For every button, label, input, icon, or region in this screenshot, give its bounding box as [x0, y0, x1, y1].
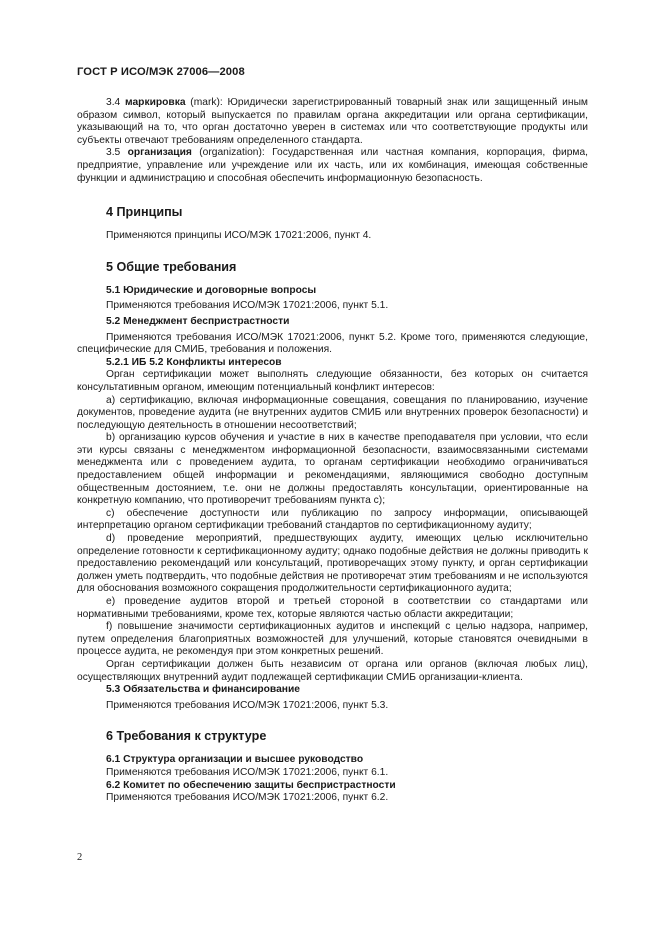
subsection-heading-6-2: 6.2 Комитет по обеспечению защиты беспристрастности — [106, 779, 396, 791]
list-item-f: f) повышение значимости сертификационных аудитов и инспекций с целью надзора, например, путем определения благоприятных возможностей для улучшений, которые становятся очевидными в процессе аудита, не рекомендуя при этом конкретных решений. — [77, 621, 588, 658]
definition-3-5 — [77, 147, 588, 185]
document-header: ГОСТ Р ИСО/МЭК 27006—2008 — [77, 66, 245, 78]
list-item-b: b) организацию курсов обучения и участие в них в качестве преподавателя при условии, что если эти курсы связаны с менеджментом информационной безопасности, взаимосвязанными системами менеджмента или с проведением аудита, то органам сертификации необходимо ограничиваться предоставлением общей информации и рекомендациями, являющимися свободно доступным общественным достоянием, т.е. они не должны предоставлять консультации, ориентированные на конкретную компанию, что противоречит требованиям пункта с); — [77, 432, 588, 507]
subsection-6-2-text: Применяются требования ИСО/МЭК 17021:2006, пункт 6.2. — [106, 792, 389, 804]
section-4-text: Применяются принципы ИСО/МЭК 17021:2006, пункт 4. — [106, 230, 372, 242]
list-item-c: c) обеспечение доступности или публикацию по запросу информации, описывающей интерпретацию органом сертификации требований стандартов по сертификационному аудиту; — [77, 507, 588, 532]
list-item-a: a) сертификацию, включая информационные совещания, совещания по планированию, изучение документов, проведение аудита (не внутренних аудитов СМИБ или внутренних проверок безопасности) и последующую деятельность в отношении несоответствий; — [77, 394, 588, 431]
clause-number: 3.5 — [106, 147, 121, 159]
list-item-e: e) проведение аудитов второй и третьей стороной в соответствии со стандартами или нормативными требованиями, кроме тех, которые являются частью области аккредитации; — [77, 596, 588, 620]
subsection-heading-5-1: 5.1 Юридические и договорные вопросы — [106, 284, 317, 296]
subsection-heading-6-1: 6.1 Структура организации и высшее руководство — [106, 754, 364, 766]
section-heading-4: 4 Принципы — [106, 205, 183, 220]
definition-text: (mark): Юридически зарегистрированный товарный знак или защищенный иным образом символ, который выпускается по правилам органа аккредитации или органа сертификации, указывающий на то, что орган достаточно уверен в системах или что соответствующие продукты или субъекты отвечают требованиям определенного стандарта. — [77, 97, 588, 146]
list-item-d: d) проведение мероприятий, предшествующих аудиту, имеющих целью исключительно определение готовности к сертификационному аудиту; однако подобные действия не должны приводить к предоставлению рекомендаций или консультаций, противоречащих этому пункту, и орган сертификации должен уметь подтвердить, что подобные действия не противоречат этим требованиям и не используются для обоснования возможного сокращения продолжительности сертификационного аудита; — [77, 533, 588, 595]
subsection-6-1-text: Применяются требования ИСО/МЭК 17021:2006, пункт 6.1. — [106, 766, 389, 778]
term: организация — [127, 147, 192, 159]
section-heading-5: 5 Общие требования — [106, 259, 237, 274]
page-number: 2 — [77, 852, 83, 863]
subsection-5-1-text: Применяются требования ИСО/МЭК 17021:2006, пункт 5.1. — [106, 300, 389, 312]
subsection-heading-5-3: 5.3 Обязательства и финансирование — [106, 684, 300, 696]
subsection-heading-5-2: 5.2 Менеджмент беспристрастности — [106, 315, 290, 327]
definition-text: (organization): Государственная или частная компания, корпорация, фирма, предприятие, управление или учреждение или их часть, или их комбинация, имеющая собственные функции и администрацию и способная обеспечить информационную безопасность. — [77, 147, 589, 184]
subsection-5-2-text: Применяются требования ИСО/МЭК 17021:2006, пункт 5.2. Кроме того, применяются следующие, специфические для СМИБ, требования и положения. — [77, 331, 588, 356]
definition-3-4 — [77, 97, 588, 147]
paragraph-closing: Орган сертификации должен быть независим от органа или органов (включая любых лиц), осуществляющих внутренний аудит подлежащей сертификации СМИБ организации-клиента. — [77, 658, 588, 683]
section-heading-6: 6 Требования к структуре — [106, 729, 267, 744]
term: маркировка — [125, 97, 186, 108]
paragraph-intro: Орган сертификации может выполнять следующие обязанности, без которых он считается консультативным органом, имеющим потенциальный конфликт интересов: — [77, 369, 588, 393]
subsection-5-3-text: Применяются требования ИСО/МЭК 17021:2006, пункт 5.3. — [106, 699, 389, 711]
subsection-heading-5-2-1: 5.2.1 ИБ 5.2 Конфликты интересов — [106, 356, 282, 368]
document-body — [77, 97, 588, 805]
clause-number: 3.4 — [106, 97, 121, 108]
